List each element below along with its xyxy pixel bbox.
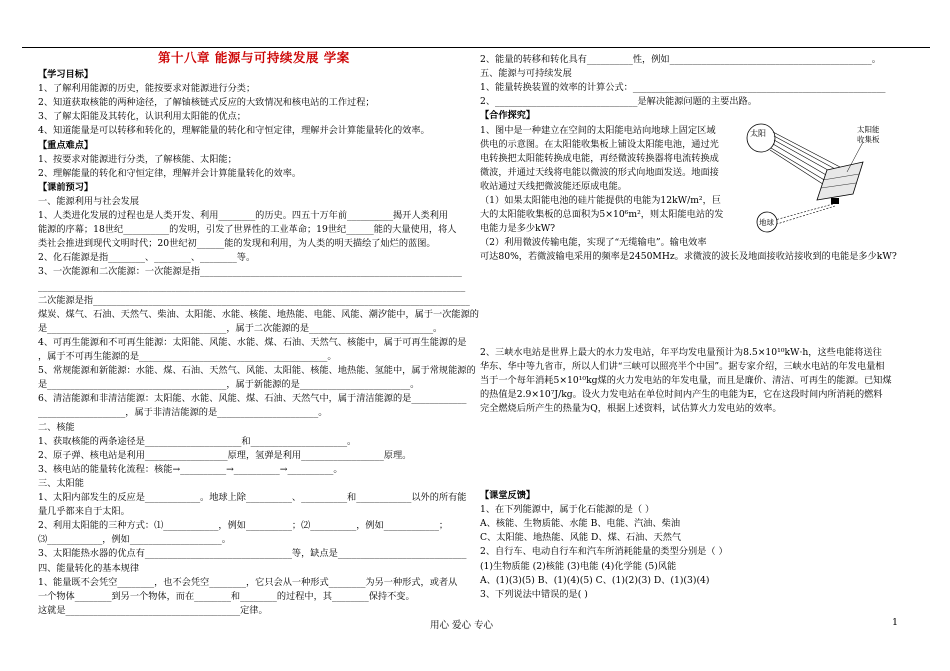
left-lines-line: 二、核能 <box>38 421 75 433</box>
left-lines-line: 2、知道获取核能的两种途径，了解铀核链式反应的大致情况和核电站的工作过程； <box>38 97 375 109</box>
left-lines-line: 1、太阳内部发生的反应是____________。地球上除__________、__________和____________以外的所有能 <box>38 492 467 503</box>
transmitter <box>831 198 839 204</box>
right-top-lines-line: 电转换把太阳能转换成电能，再经微波转换器将电流转换成 <box>480 152 719 164</box>
left-lines-line: 是_______________________________________，属于新能源的是________________________。 <box>38 379 420 391</box>
left-lines-line: 【重点难点】 <box>38 139 94 151</box>
right-top-lines-line: （1）如果太阳能电池的硅片能提供的电能为12kW/m²，巨 <box>480 195 721 206</box>
right-top-lines-line: 1、图中是一种建立在空间的太阳能电站向地球上固定区域 <box>480 124 716 136</box>
right-top-lines-line: 【合作探究】 <box>480 110 536 122</box>
left-lines-line: 这就是______________________________________定律。 <box>38 604 268 616</box>
left-lines-line: 2、利用太阳能的三种方式：⑴____________，例如__________；⑵__________，例如____________； <box>38 520 449 532</box>
right-top-lines-line: 2、_______________________________是解决能源问题的主要出路。 <box>480 96 757 108</box>
left-lines-line: ⑶____________，例如____________________。 <box>38 534 231 546</box>
right-bottom-lines-line: (1)生物质能 (2)核能 (3)电能 (4)化学能 (5)风能 <box>480 560 677 572</box>
left-lines-line: 2、原子弹、核电站是利用__________________原理，氢弹是利用__________________原理。 <box>38 449 412 461</box>
right-q2-lines-line: 2、三峡水电站是世界上最大的水力发电站，年平均发电量预计为8.5×10¹⁰kW·h，这些电能将送往 <box>480 347 882 358</box>
left-lines-line: 3、一次能源和二次能源：一次能源是指_________________________________________________________ <box>38 266 462 278</box>
solar-station-figure <box>745 122 915 234</box>
sun-label: 太阳 <box>750 129 766 138</box>
right-bottom-lines-line: C、太阳能、地热能、风能 D、煤、石油、天然气 <box>480 532 682 544</box>
left-lines-line: 煤炭、煤气、石油、天然气、柴油、太阳能、水能、核能、地热能、电能、风能、潮汐能中，属于一次能源的 <box>38 308 479 320</box>
right-bottom-lines-line: 3、下列说法中错误的是( ) <box>480 588 588 600</box>
right-top-lines-line: 供电的示意图。在太阳能收集板上铺设太阳能电池，通过光 <box>480 138 719 150</box>
left-lines-line: 6、清洁能源和非清洁能源：太阳能、水能、风能、煤、石油、天然气中，属于清洁能源的是____________ <box>38 393 467 405</box>
right-bottom-lines-line: 2、自行车、电动自行车和汽车所消耗能量的类型分别是（ ） <box>480 546 728 558</box>
left-lines-line: 1、能量既不会凭空________，也不会凭空________，它只会从一种形式________为另一种形式，或者从 <box>38 576 458 588</box>
right-top-lines-line: （2）利用微波传输电能，实现了“无缆输电”。输电效率 <box>480 237 707 249</box>
page-number: 1 <box>892 617 899 628</box>
earth-label: 地球 <box>759 218 774 227</box>
left-lines-line: 一个物体________到另一个物体，而在________和________的过程中，其________保持不变。 <box>38 590 415 602</box>
collector-label-2: 收集板 <box>857 135 880 144</box>
right-bottom-lines-line: 1、在下列能源中，属于化石能源的是（ ） <box>480 504 655 516</box>
left-lines-line: 四、能量转化的基本规律 <box>38 562 140 574</box>
left-lines-line: 2、理解能量的转化和守恒定律，理解并会计算能量转化的效率。 <box>38 167 302 179</box>
left-lines-line: 1、按要求对能源进行分类，了解核能、太阳能； <box>38 153 237 165</box>
left-lines-line: 5、常规能源和新能源：水能、煤、石油、天然气、风能、太阳能、核能、地热能、氢能中，属于常规能源的 <box>38 365 476 377</box>
right-top-lines-line: 收站通过天线把微波能还原成电能。 <box>480 180 627 192</box>
microwave-beam <box>775 204 835 224</box>
left-lines-line: 类社会推进到现代文明时代；20世纪初______能的发现和利用，为人类的明天描绘了灿烂的蓝图。 <box>38 238 436 250</box>
left-lines-line: 是_______________________________________，属于二次能源的是___________________________。 <box>38 322 443 334</box>
right-bottom-lines-line: 【课堂反馈】 <box>480 490 536 501</box>
left-lines-line: 三、太阳能 <box>38 477 84 489</box>
left-lines-line: 2、化石能源是指________、________、________等。 <box>38 252 256 264</box>
left-lines-line: 4、知道能量是可以转移和转化的，理解能量的转化和守恒定律，理解并会计算能量转化的效率。 <box>38 125 430 137</box>
collector-label-1: 太阳能 <box>857 125 880 134</box>
left-lines-line: 二次能源是指__________________________________________________________________________________ <box>38 294 470 306</box>
left-lines-line: 1、了解利用能源的历史，能按要求对能源进行分类； <box>38 83 256 95</box>
right-top-lines-line: 电能力是多少kW? <box>480 223 556 235</box>
right-top-lines-line: 五、能源与可持续发展 <box>480 68 572 80</box>
right-q2-lines-line: 的热值是2.9×10⁷J/kg。设火力发电站在单位时间内产生的电能为E，它在这段时间内所消耗的燃料 <box>480 389 883 401</box>
right-q2-lines-line: 当于一个每年消耗5×10¹⁰kg煤的火力发电站的年发电量，而且是廉价、清洁、可再生的能源。已知煤 <box>480 375 892 387</box>
left-lines-line: 3、核电站的能量转化流程：核能→__________→__________→__________。 <box>38 463 343 475</box>
left-lines-line: 4、可再生能源和不可再生能源：太阳能、风能、水能、煤、石油、天然气、核能中，属于可再生能源的是 <box>38 336 467 348</box>
right-top-lines-line: 大的太阳能收集板的总面积为5×10⁶m²，则太阳能电站的发 <box>480 209 724 221</box>
right-top-lines-line: 2、能量的转移和转化具有__________性，例如____________________________________________。 <box>480 54 881 65</box>
left-lines-line: ___________________，属于非清洁能源的是______________________。 <box>38 407 328 419</box>
left-lines-line: 3、太阳能热水器的优点有________________________________等，缺点是____________________________ <box>38 548 467 560</box>
left-lines-line: 一、能源利用与社会发展 <box>38 195 140 207</box>
right-bottom-lines-line: A、核能、生物质能、水能 B、电能、汽油、柴油 <box>480 518 681 530</box>
right-q2-lines-line: 完全燃烧后所产生的热量为Q，根据上述资料，试估算火力发电站的效率。 <box>480 403 782 415</box>
left-lines-line: _____________________________________________________________________________________________ <box>38 280 466 292</box>
right-top-lines-line: 微波，并通过天线将电能以微波的形式向地面发送。地面接 <box>480 166 719 178</box>
page-title: 第十八章 能源与可持续发展 学案 <box>158 50 350 65</box>
footer-center: 用心 爱心 专心 <box>430 620 494 631</box>
left-lines-line: 1、获取核能的两条途径是_____________________和_____________________。 <box>38 435 357 447</box>
left-lines-line: 能源的序幕；18世纪__________的发明，引发了世界性的工业革命；19世纪______能的大量使用，将人 <box>38 224 457 236</box>
left-lines-line: 【课前预习】 <box>38 181 94 193</box>
right-top-lines-line: 1、能量转换装置的效率的计算公式：_______________________________________________________ <box>480 82 886 94</box>
left-lines-line: 1、人类进化发展的过程也是人类开发、利用________的历史。四五十万年前__________揭开人类利用 <box>38 210 449 221</box>
left-lines-line: ，属于不可再生能源的是_________________________________________。 <box>38 351 337 362</box>
top-rule <box>22 47 930 48</box>
left-lines-line: 量几乎都来自于太阳。 <box>38 506 130 518</box>
right-q2-lines-line: 华东、华中等九省市，所以人们讲“三峡可以照亮半个中国”。据专家介绍，三峡水电站的年发电量相 <box>480 361 885 373</box>
left-lines-line: 3、了解太阳能及其转化，认识利用太阳能的优点； <box>38 111 246 123</box>
right-top-lines-line: 可达80%，若微波输电采用的频率是2450MHz。求微波的波长及地面接收站接收到的电能是多少kW? <box>480 251 897 263</box>
right-bottom-lines-line: A、(1)(3)(5) B、(1)(4)(5) C、(1)(2)(3) D、(1)(3)(4) <box>480 574 710 586</box>
left-lines-line: 【学习目标】 <box>38 69 94 80</box>
